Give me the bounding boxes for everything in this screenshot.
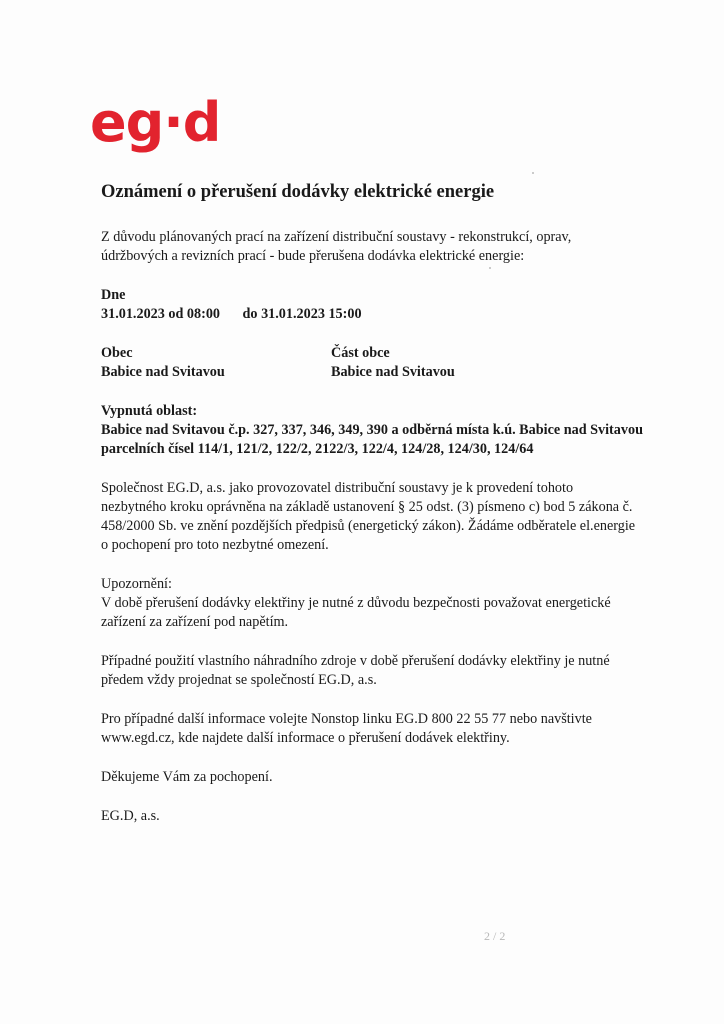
area-line: parcelních čísel 114/1, 121/2, 122/2, 2122/3, 122/4, 124/28, 124/30, 124/64: [101, 441, 534, 457]
legal-line: nezbytného kroku oprávněna na základě ustanovení § 25 odst. (3) písmeno c) bod 5 zákona č.: [101, 499, 633, 515]
logo-text: eg·d: [90, 91, 221, 154]
generator-line: předem vždy projednat se společností EG.D, a.s.: [101, 672, 377, 688]
date-range: [101, 305, 661, 324]
area-label: Vypnutá oblast:: [101, 403, 198, 419]
cast-obce-label: Část obce: [331, 345, 390, 361]
signature-text: EG.D, a.s.: [101, 808, 160, 824]
warning-paragraph: [101, 575, 661, 632]
date-from: 31.01.2023 od 08:00: [101, 306, 221, 322]
obec-label: Obec: [101, 345, 133, 361]
location-section: [101, 344, 661, 382]
thanks-text: Děkujeme Vám za pochopení.: [101, 769, 273, 785]
warning-label: Upozornění:: [101, 576, 172, 592]
date-section: [101, 286, 661, 324]
intro-line: údržbových a revizních prací - bude přerušena dodávka elektrické energie:: [101, 248, 525, 264]
obec-value: Babice nad Svitavou: [101, 364, 225, 380]
intro-line: Z důvodu plánovaných prací na zařízení distribuční soustavy - rekonstrukcí, oprav,: [101, 229, 572, 245]
scan-speck: [489, 267, 491, 269]
legal-line: Společnost EG.D, a.s. jako provozovatel distribuční soustavy je k provedení tohoto: [101, 480, 574, 496]
area-line: Babice nad Svitavou č.p. 327, 337, 346, 349, 390 a odběrná místa k.ú. Babice nad Svitavou: [101, 422, 643, 438]
page-number: 2 / 2: [484, 929, 506, 943]
generator-line: Případné použití vlastního náhradního zdroje v době přerušení dodávky elektřiny je nutné: [101, 653, 610, 669]
date-label: Dne: [101, 287, 126, 303]
legal-line: o pochopení pro toto nezbytné omezení.: [101, 537, 329, 553]
warning-line: zařízení za zařízení pod napětím.: [101, 614, 289, 630]
area-section: [101, 402, 661, 459]
intro-paragraph: [101, 228, 661, 266]
obec-column: [101, 344, 331, 382]
egd-logo: [90, 91, 221, 154]
document-title: Oznámení o přerušení dodávky elektrické energie: [101, 182, 495, 202]
info-paragraph: [101, 710, 661, 748]
cast-obce-column: [331, 344, 661, 382]
legal-paragraph: [101, 479, 661, 555]
cast-obce-value: Babice nad Svitavou: [331, 364, 455, 380]
scan-speck: [532, 172, 534, 174]
generator-paragraph: [101, 652, 661, 690]
document-body: [101, 180, 661, 846]
info-line: www.egd.cz, kde najdete další informace o přerušení dodávek elektřiny.: [101, 730, 510, 746]
date-to: do 31.01.2023 15:00: [242, 306, 362, 322]
warning-line: V době přerušení dodávky elektřiny je nutné z důvodu bezpečnosti považovat energetické: [101, 595, 611, 611]
legal-line: 458/2000 Sb. ve znění pozdějších předpisů (energetický zákon). Žádáme odběratele el.energie: [101, 518, 636, 534]
info-line: Pro případné další informace volejte Nonstop linku EG.D 800 22 55 77 nebo navštivte: [101, 711, 592, 727]
